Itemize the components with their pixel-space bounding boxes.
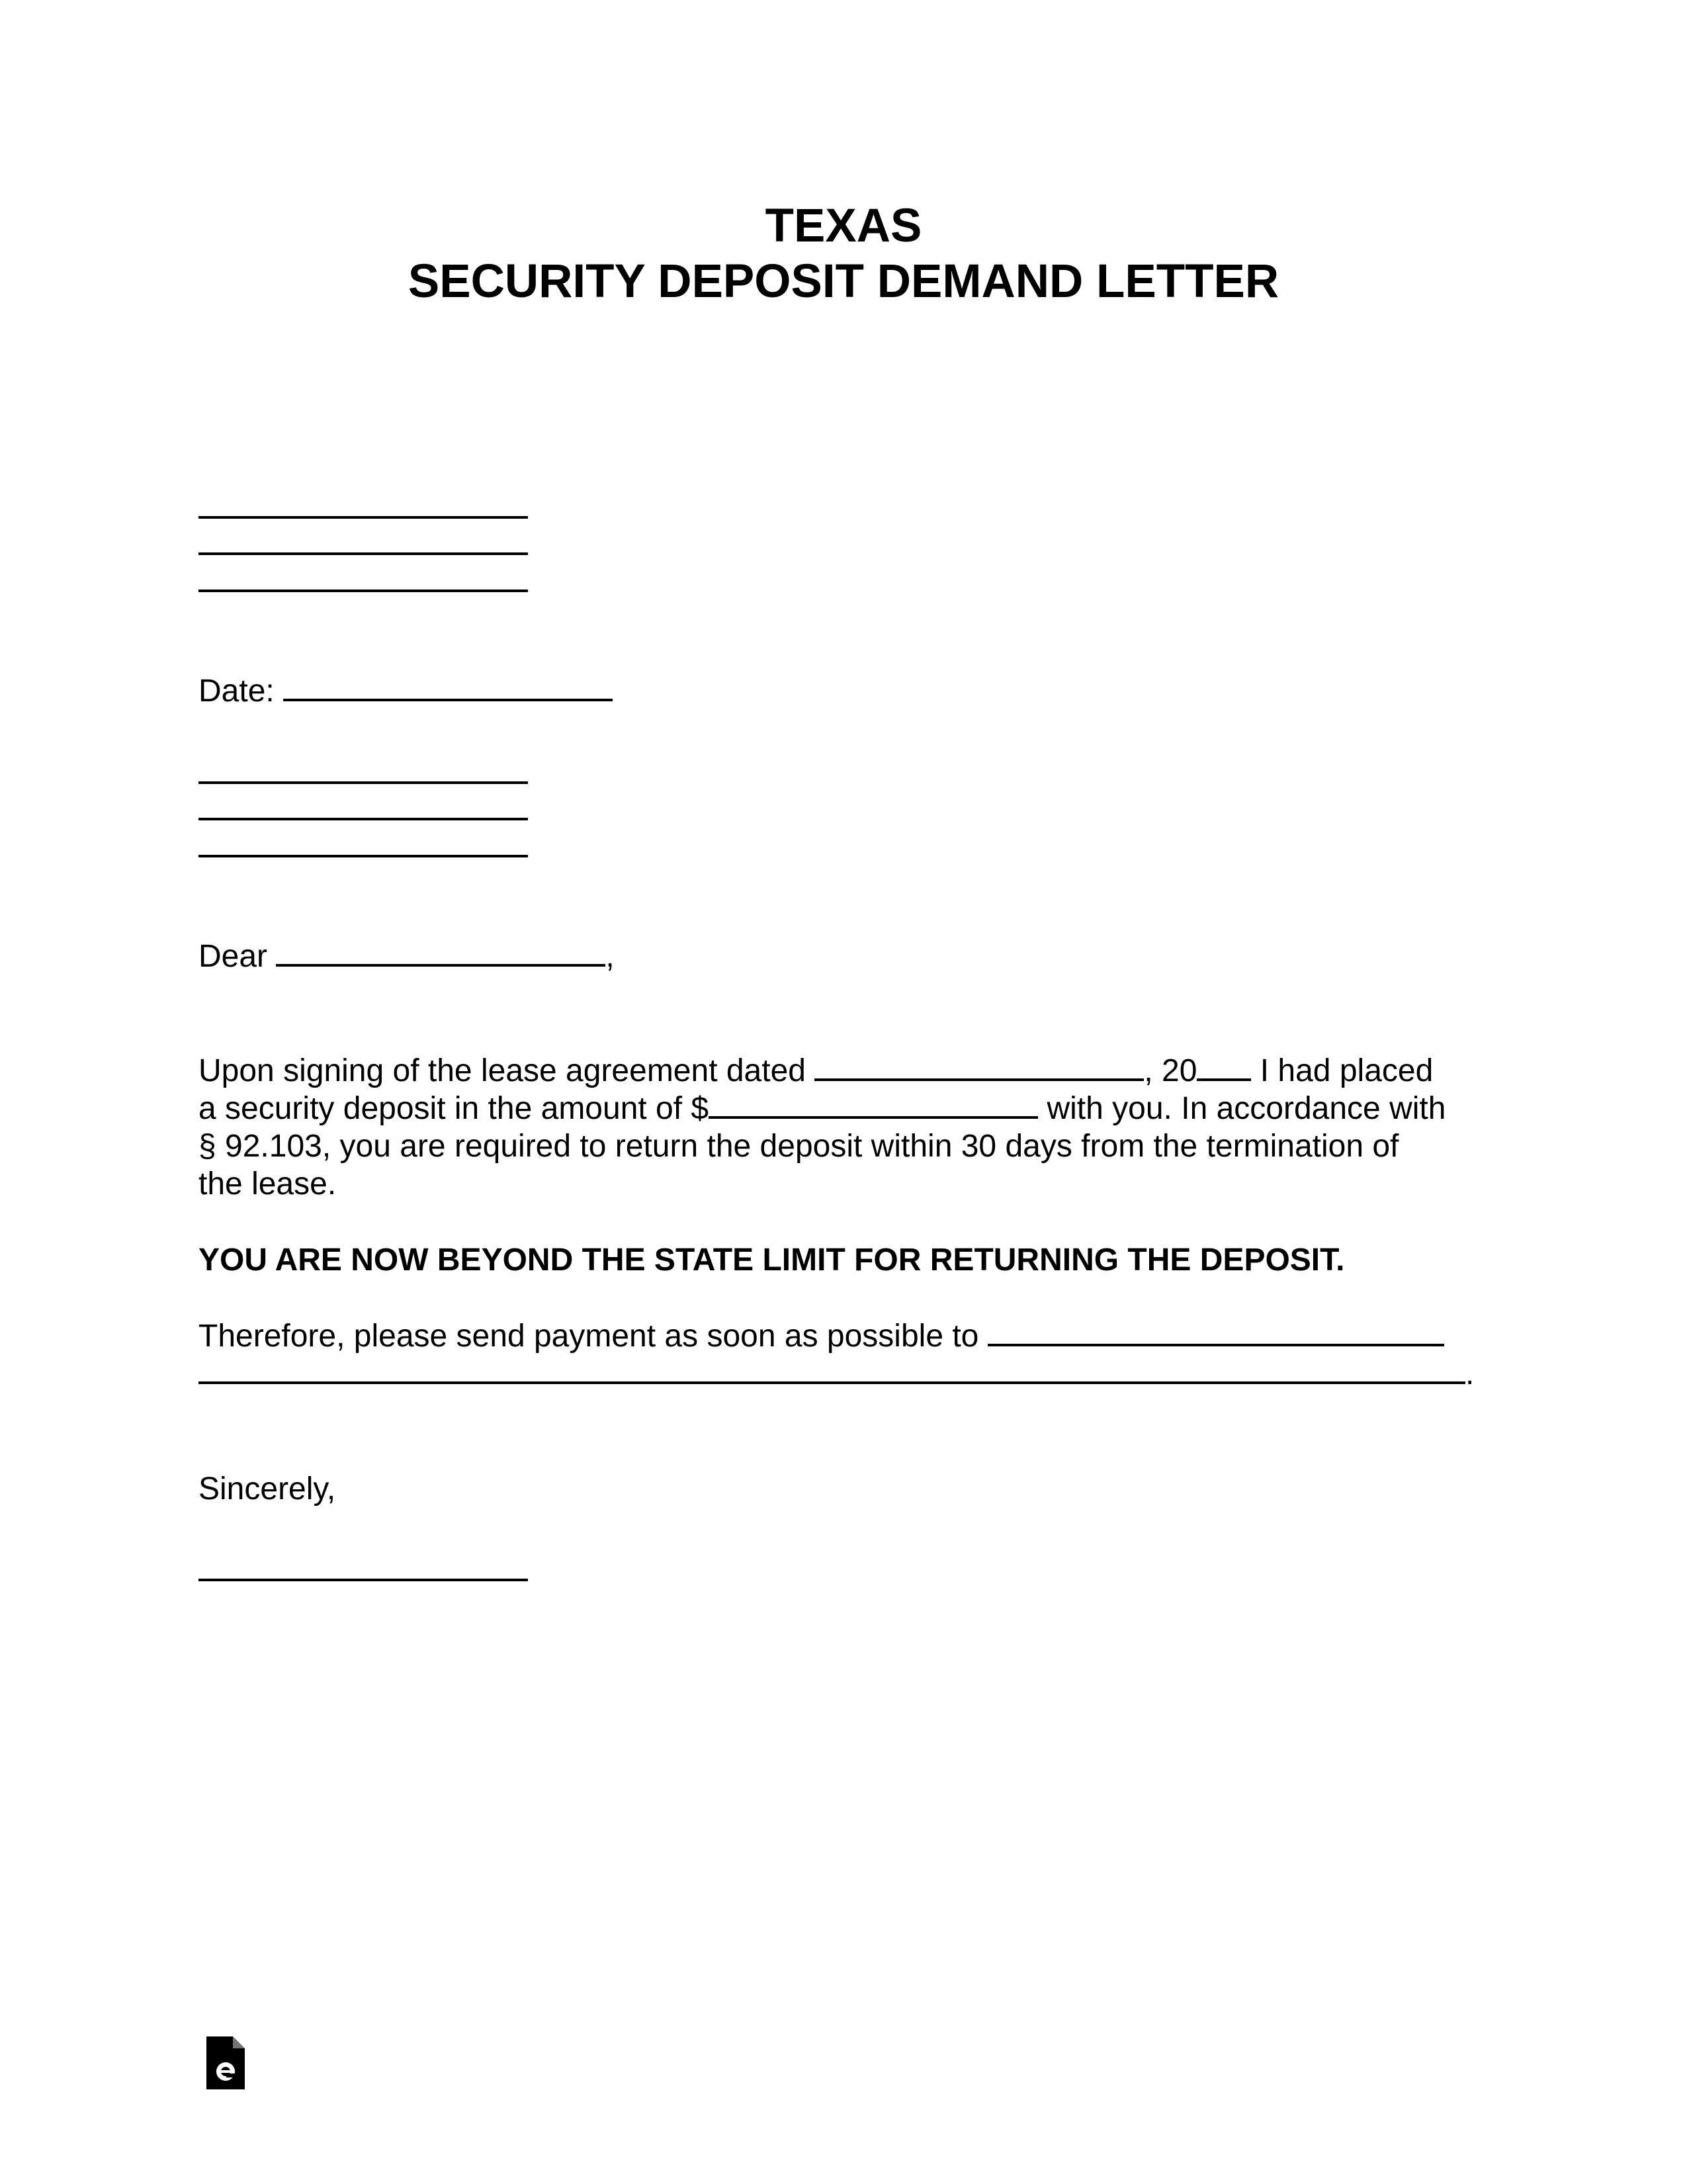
document-title-state: TEXAS xyxy=(765,200,922,252)
date-label: Date: xyxy=(198,674,275,709)
payment-address-field-1[interactable] xyxy=(988,1344,1444,1346)
date-row xyxy=(198,672,613,710)
salutation-comma: , xyxy=(605,939,615,974)
recipient-address-line-1[interactable] xyxy=(198,781,528,784)
body-paragraph-line-4: the lease. xyxy=(198,1166,337,1201)
warning-statement: YOU ARE NOW BEYOND THE STATE LIMIT FOR RETURNING THE DEPOSIT. xyxy=(198,1243,1345,1278)
payment-request-line-2 xyxy=(198,1355,1474,1393)
signature-line[interactable] xyxy=(198,1579,528,1581)
lease-year-field[interactable] xyxy=(1197,1078,1251,1081)
deposit-amount-field[interactable] xyxy=(709,1116,1038,1119)
payment-request-line-1 xyxy=(198,1317,1444,1355)
recipient-name-field[interactable] xyxy=(276,964,605,967)
closing: Sincerely, xyxy=(198,1471,336,1507)
body-paragraph-line-1 xyxy=(198,1052,1433,1090)
para2-period: . xyxy=(1465,1356,1475,1391)
salutation-row xyxy=(198,938,615,975)
body-paragraph-line-2 xyxy=(198,1090,1446,1127)
para1-text-b: , 20 xyxy=(1144,1053,1197,1088)
body-paragraph-line-3: § 92.103, you are required to return the deposit within 30 days from the termination of xyxy=(198,1129,1399,1164)
recipient-address-line-3[interactable] xyxy=(198,855,528,857)
recipient-address-line-2[interactable] xyxy=(198,818,528,820)
sender-address-line-2[interactable] xyxy=(198,552,528,555)
para1-text-d: a security deposit in the amount of $ xyxy=(198,1091,709,1126)
para2-text: Therefore, please send payment as soon as possible to xyxy=(198,1319,979,1354)
para1-text-a: Upon signing of the lease agreement dated xyxy=(198,1053,806,1088)
para1-text-c: I had placed xyxy=(1260,1053,1434,1088)
sender-address-line-1[interactable] xyxy=(198,516,528,519)
salutation-label: Dear xyxy=(198,939,268,974)
document-title: SECURITY DEPOSIT DEMAND LETTER xyxy=(408,255,1279,308)
sender-address-line-3[interactable] xyxy=(198,590,528,592)
document-e-icon xyxy=(206,2036,245,2089)
lease-date-field[interactable] xyxy=(814,1078,1144,1081)
date-field[interactable] xyxy=(283,699,613,701)
para1-text-e: with you. In accordance with xyxy=(1047,1091,1446,1126)
payment-address-field-2[interactable] xyxy=(198,1381,1465,1384)
